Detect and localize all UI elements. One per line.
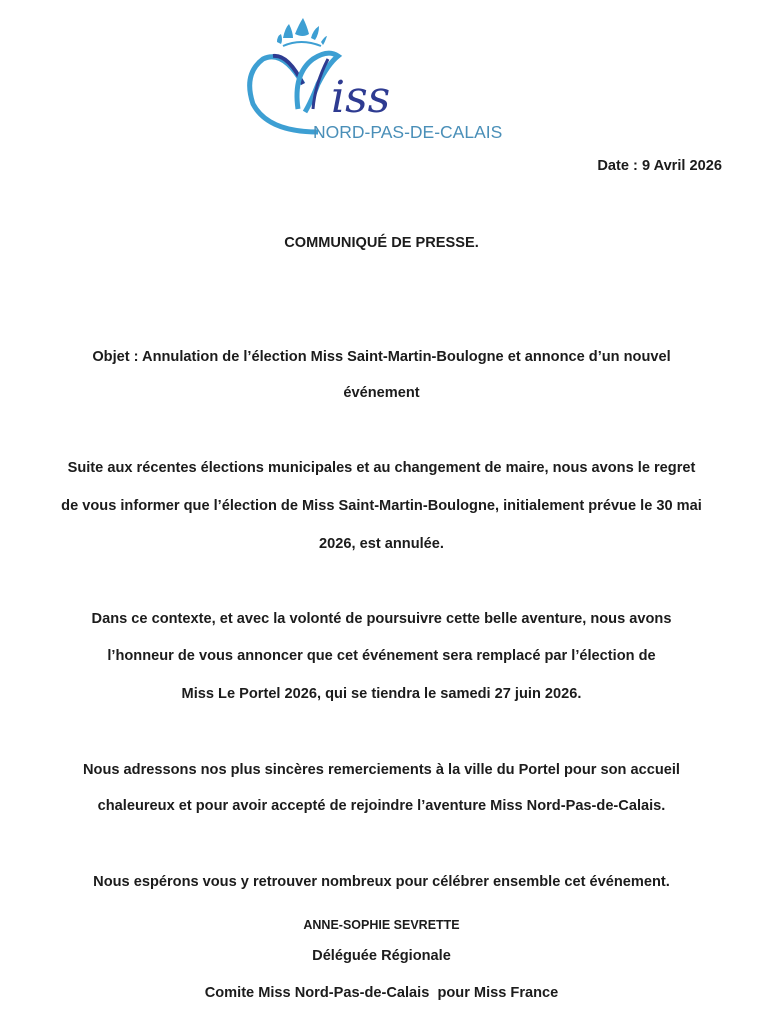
date: Date : 9 Avril 2026 — [597, 158, 722, 174]
paragraph-line: Nous espérons vous y retrouver nombreux pour célébrer ensemble cet événement. — [93, 874, 670, 890]
object-line: événement — [343, 385, 420, 401]
logo-text: iss — [331, 72, 391, 123]
document-title: COMMUNIQUÉ DE PRESSE. — [284, 235, 479, 251]
signature-org: Comite Miss Nord-Pas-de-Calais pour Miss France — [204, 985, 559, 1001]
paragraph-line: chaleureux et pour avoir accepté de rejoindre l’aventure Miss Nord-Pas-de-Calais. — [97, 798, 666, 814]
paragraph-line: l’honneur de vous annoncer que cet événement sera remplacé par l’élection de — [107, 648, 656, 664]
paragraph-line: de vous informer que l’élection de Miss Saint-Martin-Boulogne, initialement prévue le 30 mai — [61, 498, 702, 514]
paragraph-line: 2026, est annulée. — [319, 536, 444, 552]
miss-nord-pas-de-calais-logo — [243, 14, 523, 144]
object-line: Objet : Annulation de l’élection Miss Saint-Martin-Boulogne et annonce d’un nouvel — [92, 349, 671, 365]
signature-role: Déléguée Régionale — [312, 948, 451, 964]
signature-name: ANNE-SOPHIE SEVRETTE — [303, 918, 460, 932]
paragraph-line: Miss Le Portel 2026, qui se tiendra le samedi 27 juin 2026. — [181, 686, 582, 702]
crown-icon — [277, 18, 327, 46]
paragraph-line: Suite aux récentes élections municipales et au changement de maire, nous avons le regret — [67, 460, 696, 476]
logo-subtitle: NORD-PAS-DE-CALAIS — [313, 122, 503, 142]
paragraph-line: Nous adressons nos plus sincères remerciements à la ville du Portel pour son accueil — [83, 762, 680, 778]
paragraph-line: Dans ce contexte, et avec la volonté de poursuivre cette belle aventure, nous avons — [91, 611, 672, 627]
